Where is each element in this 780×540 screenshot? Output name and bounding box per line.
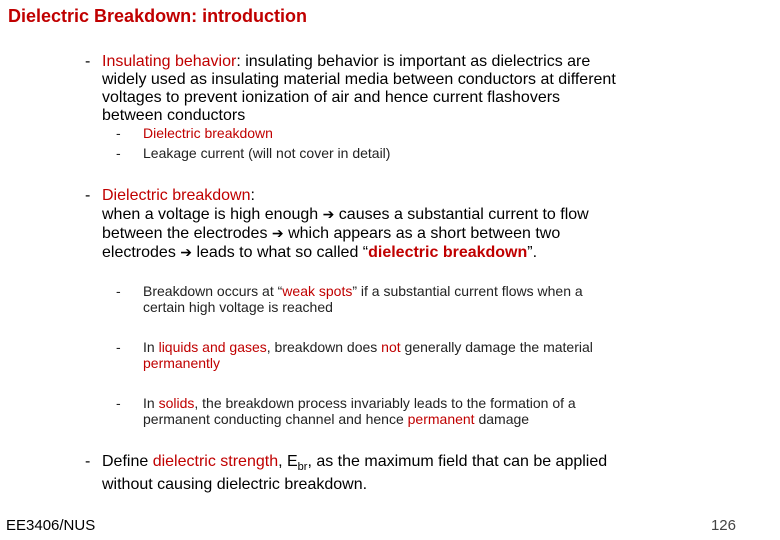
sub-text: damage bbox=[474, 411, 530, 427]
sub-item-text bbox=[143, 395, 703, 427]
term-not: not bbox=[381, 339, 401, 355]
bullet-text-line: which appears as a short between two bbox=[283, 225, 561, 242]
sub-item-weak-spots bbox=[116, 283, 716, 315]
term-dielectric-breakdown: Dielectric breakdown bbox=[102, 187, 251, 204]
footer-course-code: EE3406/NUS bbox=[6, 517, 96, 534]
bullet-text-line: , E bbox=[278, 453, 298, 470]
sub-text: Breakdown occurs at “ bbox=[143, 283, 283, 299]
bullet-text-line: between conductors bbox=[102, 107, 246, 124]
page-number: 126 bbox=[710, 517, 736, 534]
sub-dash: - bbox=[116, 145, 121, 161]
sub-text: certain high voltage is reached bbox=[143, 299, 333, 315]
bullet-dash: - bbox=[85, 53, 91, 70]
sub-text: ” if a substantial current flows when a bbox=[352, 283, 583, 299]
sub-item-solids bbox=[116, 395, 716, 427]
sub-item-dielectric-breakdown bbox=[116, 125, 516, 141]
sub-item-label: Leakage current (will not cover in detail) bbox=[143, 145, 391, 161]
term-permanently: permanently bbox=[143, 355, 221, 371]
bullet-dash: - bbox=[85, 187, 91, 204]
bullet-text-line: without causing dielectric breakdown. bbox=[102, 476, 368, 494]
bullet-text-line: , as the maximum field that can be applied bbox=[307, 453, 608, 470]
bullet-text-line: when a voltage is high enough bbox=[102, 206, 319, 223]
term-dielectric-breakdown-emph: dielectric breakdown bbox=[368, 244, 528, 261]
colon: : bbox=[250, 187, 255, 204]
bullet-text-line: causes a substantial current to flow bbox=[334, 206, 589, 223]
arrow-icon: ➔ bbox=[271, 225, 284, 241]
arrow-icon: ➔ bbox=[180, 244, 193, 260]
sub-dash: - bbox=[116, 125, 121, 141]
bullet-dielectric-breakdown bbox=[85, 187, 725, 259]
bullet-text-line: Define bbox=[102, 453, 153, 470]
page-title: Dielectric Breakdown: introduction bbox=[8, 6, 308, 26]
term-solids: solids bbox=[158, 395, 195, 411]
sub-item-leakage-current bbox=[116, 145, 516, 161]
arrow-icon: ➔ bbox=[322, 206, 335, 222]
subscript-br: br bbox=[297, 461, 308, 474]
term-permanent: permanent bbox=[407, 411, 475, 427]
bullet-text bbox=[102, 187, 722, 262]
sub-dash: - bbox=[116, 339, 121, 355]
term-weak-spots: weak spots bbox=[282, 283, 353, 299]
bullet-text bbox=[102, 453, 722, 494]
bullet-text-line: voltages to prevent ionization of air and hence current flashovers bbox=[102, 89, 561, 106]
sub-dash: - bbox=[116, 283, 121, 299]
bullet-text-line: electrodes bbox=[102, 244, 176, 261]
sub-text: generally damage the material bbox=[400, 339, 593, 355]
bullet-dielectric-strength bbox=[85, 453, 725, 494]
sub-dash: - bbox=[116, 395, 121, 411]
sub-item-text bbox=[143, 339, 703, 371]
bullet-text-line: between the electrodes bbox=[102, 225, 268, 242]
sub-item-text bbox=[143, 283, 703, 315]
bullet-text-line: : insulating behavior is important as dielectrics are bbox=[236, 53, 591, 70]
bullet-text-line: ”. bbox=[527, 244, 538, 261]
sub-item-liquids-gases bbox=[116, 339, 716, 371]
sub-item-label: Dielectric breakdown bbox=[143, 125, 273, 141]
sub-text: In bbox=[143, 339, 159, 355]
sub-text: , the breakdown process invariably leads to the formation of a bbox=[194, 395, 576, 411]
bullet-dash: - bbox=[85, 453, 91, 470]
bullet-text-line: widely used as insulating material media between conductors at different bbox=[102, 71, 616, 88]
term-liquids-gases: liquids and gases bbox=[158, 339, 267, 355]
bullet-insulating-behavior bbox=[85, 53, 725, 125]
sub-text: , breakdown does bbox=[266, 339, 382, 355]
bullet-text bbox=[102, 53, 722, 125]
bullet-text-line: leads to what so called “ bbox=[192, 244, 369, 261]
term-insulating-behavior: Insulating behavior bbox=[102, 53, 237, 70]
sub-text: permanent conducting channel and hence bbox=[143, 411, 408, 427]
term-dielectric-strength: dielectric strength bbox=[152, 453, 279, 470]
sub-text: In bbox=[143, 395, 159, 411]
